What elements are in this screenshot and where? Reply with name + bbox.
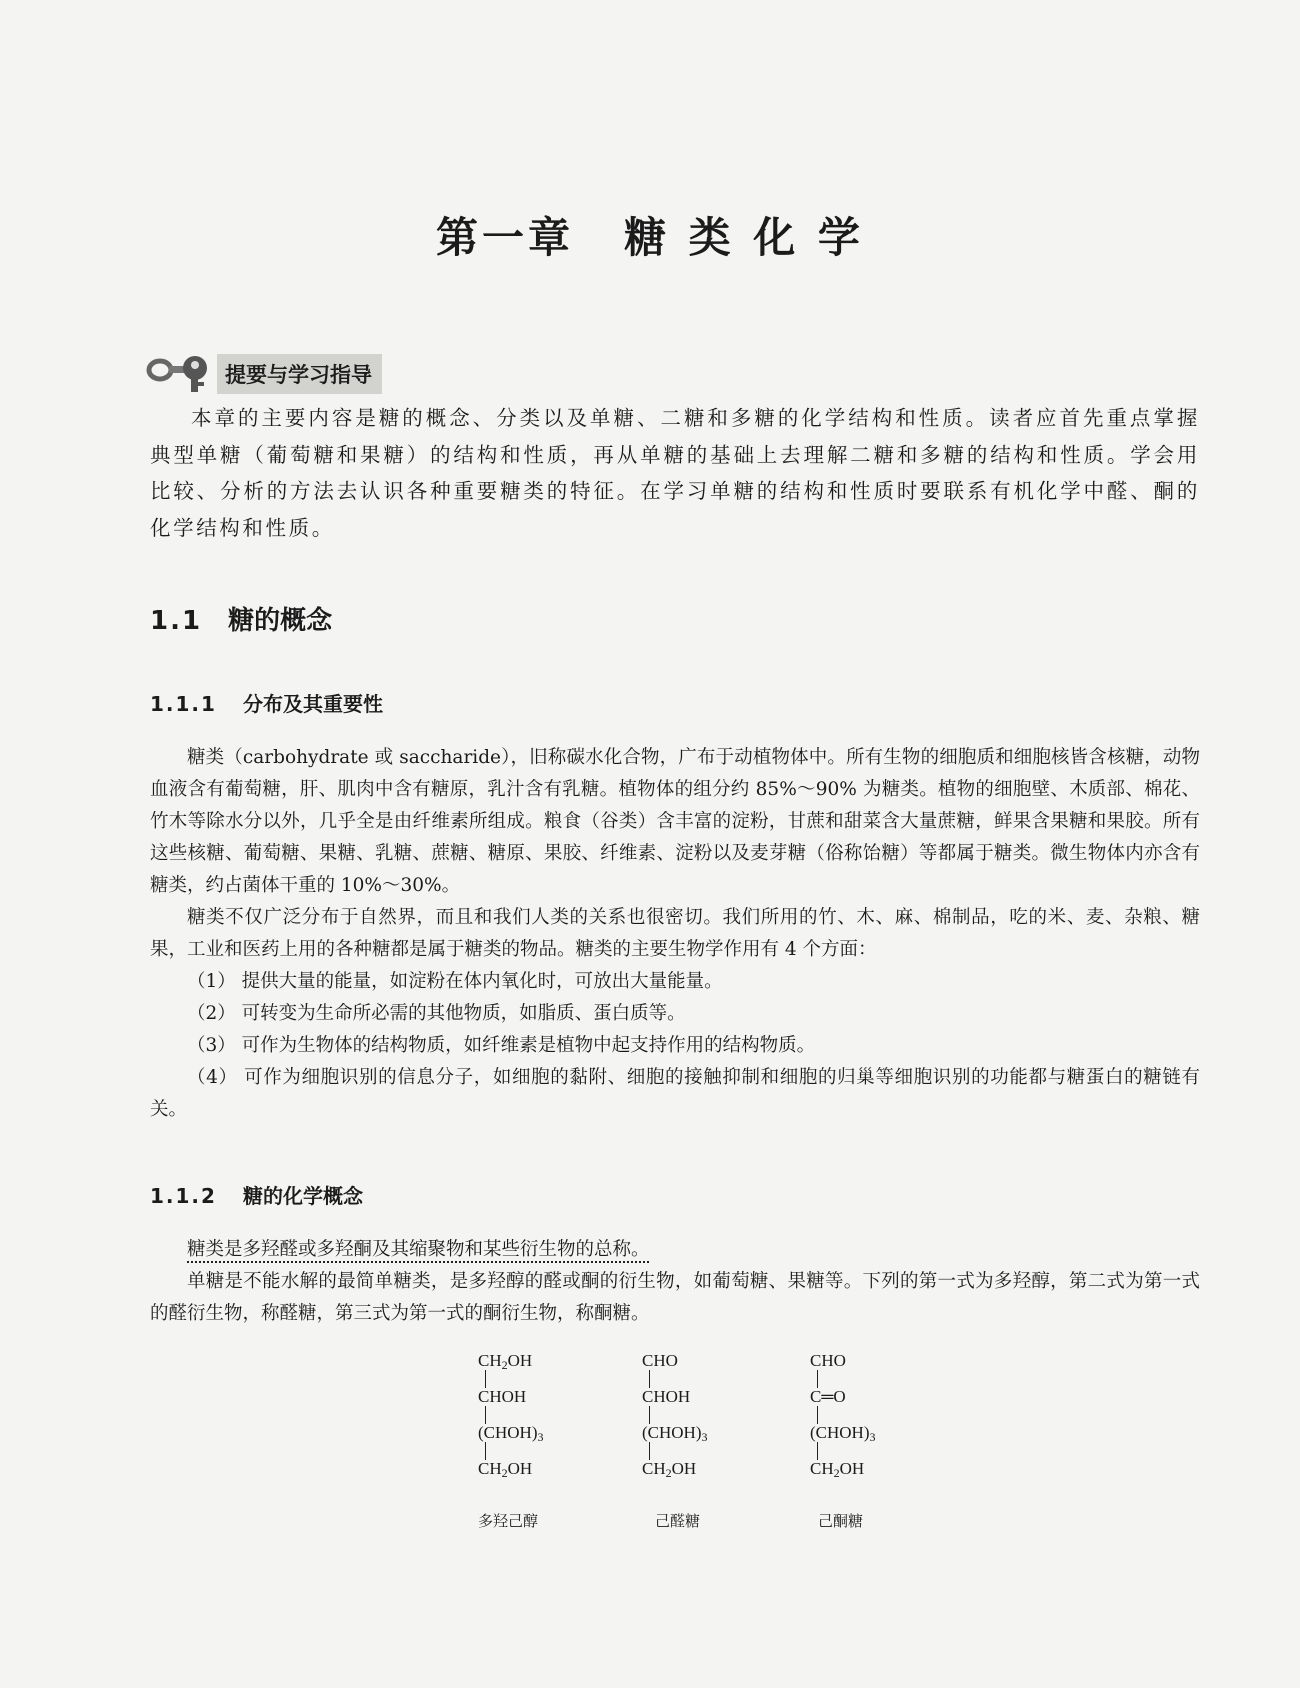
study-guide-label: 提要与学习指导 bbox=[217, 354, 382, 394]
formula-caption: 己醛糖 bbox=[655, 1512, 701, 1530]
paragraph: 单糖是不能水解的最简单糖类，是多羟醇的醛或酮的衍生物，如葡萄糖、果糖等。下列的第一式为多羟醇，第二式为第一式的醛衍生物，称醛糖，第三式为第一式的酮衍生物，称酮糖。 bbox=[150, 1271, 1200, 1324]
formula-polyhydroxy-hexanol: $CH_2OH$ CHOH $(CHOH)_3$ $CH_2OH$ bbox=[478, 1351, 544, 1480]
list-item: （4） 可作为细胞识别的信息分子，如细胞的黏附、细胞的接触抑制和细胞的归巢等细胞识别的功能都与糖蛋白的糖链有关。 bbox=[150, 1067, 1200, 1120]
list-item: （1） 提供大量的能量，如淀粉在体内氧化时，可放出大量能量。 bbox=[187, 971, 723, 992]
definition-text: 糖类是多羟醛或多羟酮及其缩聚物和某些衍生物的总称。 bbox=[187, 1239, 650, 1260]
key-icon bbox=[145, 352, 215, 396]
section-heading-1-1-2 bbox=[150, 1180, 363, 1209]
section-title: 糖的概念 bbox=[228, 606, 333, 636]
study-guide-heading bbox=[145, 352, 382, 396]
formula-aldohexose: CHO CHOH $(CHOH)_3$ $CH_2OH$ bbox=[642, 1351, 708, 1480]
section-heading-1-1-1 bbox=[150, 688, 383, 717]
formula-caption: 多羟己醇 bbox=[478, 1512, 539, 1530]
formula-ketohexose: CHO C═O $(CHOH)_3$ $CH_2OH$ bbox=[810, 1351, 876, 1480]
definition-paragraph bbox=[150, 1234, 1200, 1266]
list-item: （2） 可转变为生命所必需的其他物质，如脂质、蛋白质等。 bbox=[187, 1003, 686, 1024]
chapter-title bbox=[0, 205, 1300, 265]
chapter-name: 糖 类 化 学 bbox=[624, 213, 864, 262]
section-title: 糖的化学概念 bbox=[242, 1184, 363, 1208]
section-number: 1.1.2 bbox=[150, 1184, 217, 1208]
list-item: （3） 可作为生物体的结构物质，如纤维素是植物中起支持作用的结构物质。 bbox=[187, 1035, 816, 1056]
distribution-body bbox=[150, 742, 1200, 1126]
paragraph: 糖类（carbohydrate 或 saccharide），旧称碳水化合物，广布于动植物体中。所有生物的细胞质和细胞核皆含核糖，动物血液含有葡萄糖，肝、肌肉中含有糖原，乳汁含有乳糖。植物体的组分约 85%～90% 为糖类。植物的细胞壁、木质部、棉花、竹木等除水分以外，几乎全是由纤维素所组成。粮食（谷类）含丰富的淀粉，甘蔗和甜菜含大量蔗糖，鲜果含果糖和果胶。所有这些核糖、葡萄糖、果糖、乳糖、蔗糖、糖原、果胶、纤维素、淀粉以及麦芽糖（俗称饴糖）等都属于糖类。微生物体内亦含有糖类，约占菌体干重的 10%～30%。 bbox=[150, 747, 1200, 896]
chapter-number: 第一章 bbox=[436, 213, 575, 262]
study-guide-text: 本章的主要内容是糖的概念、分类以及单糖、二糖和多糖的化学结构和性质。读者应首先重点掌握典型单糖（葡萄糖和果糖）的结构和性质，再从单糖的基础上去理解二糖和多糖的结构和性质。学会用比较、分析的方法去认识各种重要糖类的特征。在学习单糖的结构和性质时要联系有机化学中醛、酮的化学结构和性质。 bbox=[150, 406, 1200, 540]
formula-caption: 己酮糖 bbox=[818, 1512, 864, 1530]
paragraph: 糖类不仅广泛分布于自然界，而且和我们人类的关系也很密切。我们所用的竹、木、麻、棉制品，吃的米、麦、杂粮、糖果，工业和医药上用的各种糖都是属于糖类的物品。糖类的主要生物学作用有 4 个方面： bbox=[150, 907, 1200, 960]
section-heading-1-1 bbox=[150, 600, 332, 637]
chemical-concept-body bbox=[150, 1234, 1200, 1330]
section-number: 1.1.1 bbox=[150, 692, 217, 716]
section-number: 1.1 bbox=[150, 606, 203, 636]
section-title: 分布及其重要性 bbox=[242, 692, 383, 716]
